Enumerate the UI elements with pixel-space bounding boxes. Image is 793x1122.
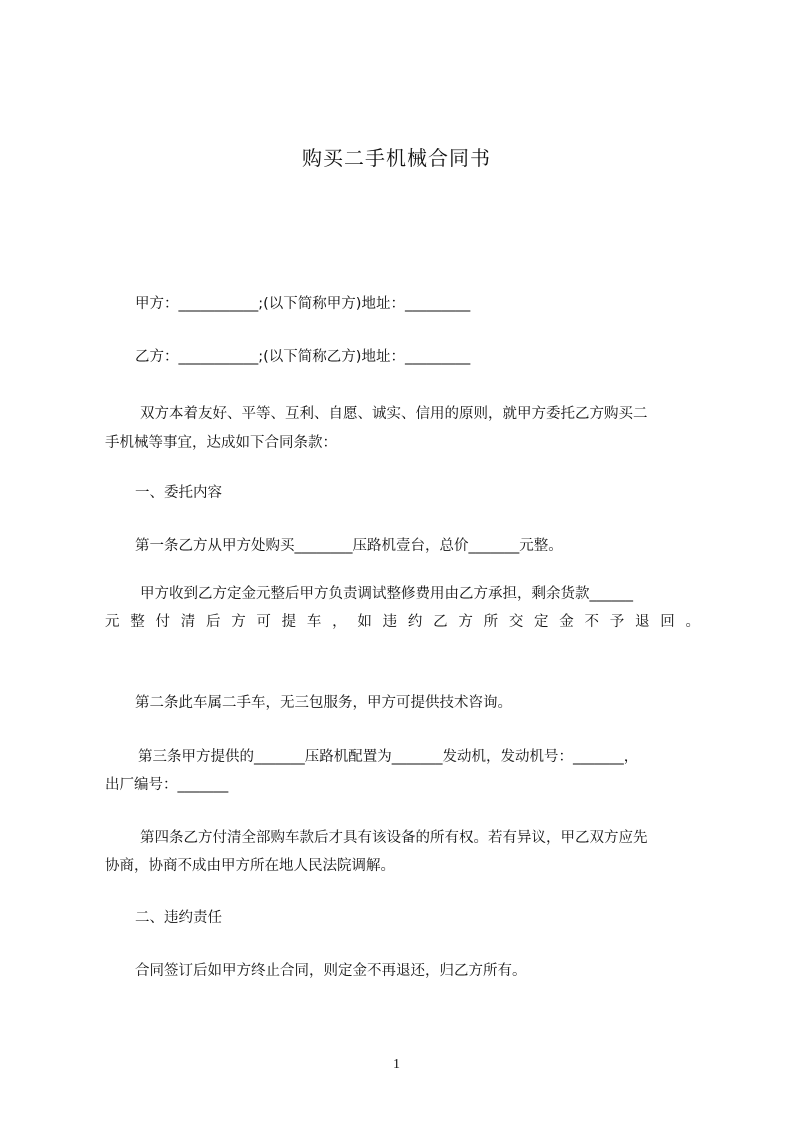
section-1-heading: 一、委托内容 xyxy=(135,485,222,501)
breach-clause: 合同签订后如甲方终止合同，则定金不再退还，归乙方所有。 xyxy=(135,963,527,979)
party-b-line: 乙方：___________;(以下简称乙方)地址：_________ xyxy=(135,349,471,365)
page-number: 1 xyxy=(393,1057,400,1072)
article-1: 第一条乙方从甲方处购买________压路机壹台，总价_______元整。 xyxy=(135,538,563,554)
article-3-line-2: 出厂编号：_______ xyxy=(105,777,229,793)
intro-paragraph-line-1: 双方本着友好、平等、互利、自愿、诚实、信用的原则，就甲方委托乙方购买二 xyxy=(140,406,648,422)
party-a-line: 甲方：___________;(以下简称甲方)地址：_________ xyxy=(135,296,471,312)
section-2-heading: 二、违约责任 xyxy=(135,910,222,926)
document-title: 购买二手机械合同书 xyxy=(302,146,491,170)
article-4-line-1: 第四条乙方付清全部购车款后才具有该设备的所有权。若有异议，甲乙双方应先 xyxy=(140,830,648,846)
article-3-line-1: 第三条甲方提供的_______压路机配置为_______发动机，发动机号：_______， xyxy=(138,749,639,765)
article-4-line-2: 协商，协商不成由甲方所在地人民法院调解。 xyxy=(105,858,395,874)
intro-paragraph-line-2: 手机械等事宜，达成如下合同条款： xyxy=(105,435,337,451)
deposit-paragraph-line-2: 元 整 付 清 后 方 可 提 车 ， 如 违 约 乙 方 所 交 定 金 不 予 退 回 。 xyxy=(105,614,700,630)
deposit-paragraph-line-1: 甲方收到乙方定金元整后甲方负责调试整修费用由乙方承担，剩余货款______ xyxy=(140,586,633,602)
article-2: 第二条此车属二手车，无三包服务，甲方可提供技术咨询。 xyxy=(135,695,512,711)
